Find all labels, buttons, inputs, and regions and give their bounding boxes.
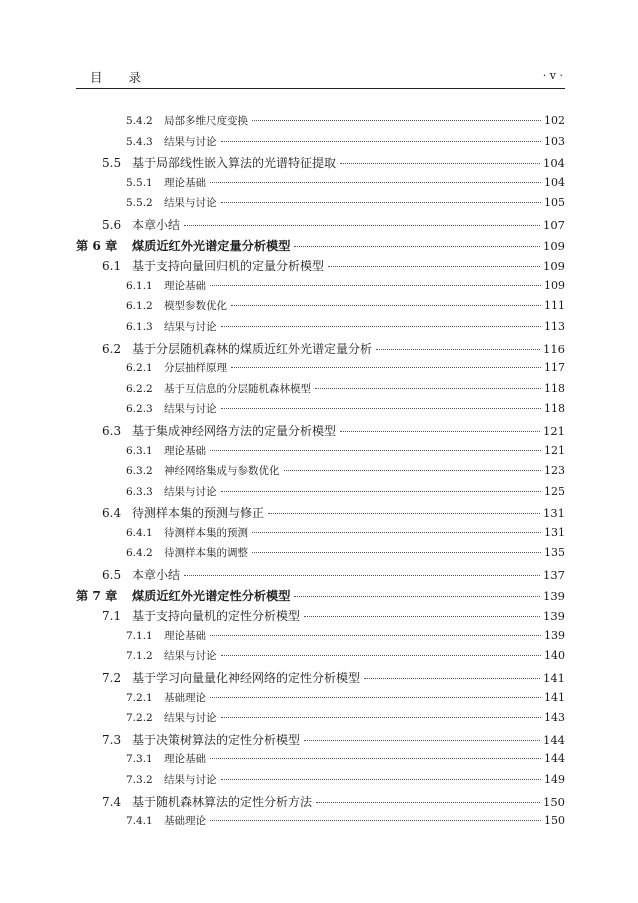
toc-entry-page: 139 — [543, 609, 565, 624]
toc-entry-page: 123 — [544, 464, 565, 478]
toc-section-entry[interactable] — [76, 669, 565, 690]
toc-entry-page: 131 — [544, 525, 565, 539]
toc-subsection-entry[interactable] — [76, 278, 565, 299]
toc-entry-title: 理论基础 — [164, 279, 206, 292]
toc-entry-title: 待测样本集的预测 — [164, 526, 248, 539]
toc-section-entry[interactable] — [76, 731, 565, 752]
toc-entry-number: 7.2.1 — [126, 691, 153, 704]
page-header — [76, 66, 565, 89]
toc-subsection-entry[interactable] — [76, 751, 565, 772]
dot-leader — [184, 575, 540, 576]
toc-entry-number: 6.5 — [102, 568, 122, 583]
toc-entry-number: 6.1.1 — [126, 279, 153, 292]
toc-entry-page: 139 — [543, 588, 565, 603]
toc-entry-title: 待测样本集的预测与修正 — [132, 506, 265, 521]
dot-leader — [340, 431, 540, 432]
toc-entry-title: 理论基础 — [164, 753, 206, 766]
toc-entry-page: 140 — [544, 649, 565, 663]
dot-leader — [376, 349, 540, 350]
toc-section-entry[interactable] — [76, 793, 565, 814]
dot-leader — [210, 697, 541, 698]
toc-entry-title: 煤质近红外光谱定性分析模型 — [132, 588, 291, 603]
toc-section-entry[interactable] — [76, 340, 565, 361]
toc-entry-title: 局部多维尺度变换 — [164, 115, 248, 127]
toc-chapter-entry[interactable] — [76, 587, 565, 608]
toc-entry-page: 135 — [544, 546, 565, 560]
toc-entry-page: 118 — [544, 402, 565, 416]
toc-entry-page: 109 — [543, 238, 565, 253]
toc-entry-page: 144 — [544, 752, 565, 766]
toc-entry-page: 121 — [543, 423, 565, 438]
dot-leader — [316, 802, 540, 803]
toc-entry-number: 7.3.2 — [126, 774, 153, 786]
toc-entry-title: 基于学习向量量化神经网络的定性分析模型 — [132, 671, 361, 686]
dot-leader — [315, 388, 541, 389]
dot-leader — [294, 596, 540, 597]
toc-entry-page: 143 — [544, 711, 565, 725]
toc-entry-page: 107 — [543, 217, 565, 232]
toc-entry-page: 144 — [543, 732, 565, 747]
toc-subsection-entry[interactable] — [76, 545, 565, 566]
toc-entry-number: 5.5 — [102, 156, 122, 171]
toc-subsection-entry[interactable] — [76, 175, 565, 196]
toc-section-entry[interactable] — [76, 504, 565, 525]
dot-leader — [221, 202, 542, 203]
toc-section-entry[interactable] — [76, 257, 565, 278]
toc-subsection-entry[interactable] — [76, 134, 565, 155]
dot-leader — [231, 367, 541, 368]
dot-leader — [221, 779, 542, 780]
toc-section-entry[interactable] — [76, 607, 565, 628]
dot-leader — [210, 450, 541, 451]
toc-entry-page: 105 — [544, 196, 565, 210]
dot-leader — [252, 532, 541, 533]
dot-leader — [252, 120, 541, 121]
toc-entry-title: 理论基础 — [164, 444, 206, 457]
dot-leader — [284, 470, 542, 471]
toc-entry-title: 基于决策树算法的定性分析模型 — [132, 732, 301, 747]
toc-entry-title: 模型参数优化 — [164, 300, 227, 313]
toc-entry-page: 109 — [544, 278, 565, 292]
toc-entry-number: 7.3 — [102, 732, 122, 747]
toc-subsection-entry[interactable] — [76, 772, 565, 793]
toc-entry-title: 分层抽样原理 — [164, 362, 227, 375]
toc-entry-title: 理论基础 — [164, 176, 206, 189]
dot-leader — [221, 141, 542, 142]
toc-entry-page: 131 — [543, 506, 565, 521]
dot-leader — [210, 285, 541, 286]
toc-entry-number: 7.1 — [102, 609, 122, 624]
toc-entry-number: 7.1.2 — [126, 650, 153, 663]
dot-leader — [328, 266, 540, 267]
toc-entry-title: 结果与讨论 — [164, 650, 217, 663]
header-title: 目录 — [90, 70, 168, 85]
toc-subsection-entry[interactable] — [76, 360, 565, 381]
toc-entry-number: 7.4 — [102, 794, 122, 809]
toc-entry-title: 结果与讨论 — [164, 135, 217, 148]
toc-subsection-entry[interactable] — [76, 648, 565, 669]
toc-subsection-entry[interactable] — [76, 381, 565, 402]
toc-entry-number: 6.4 — [102, 506, 122, 521]
toc-subsection-entry[interactable] — [76, 628, 565, 649]
dot-leader — [221, 491, 542, 492]
toc-entry-page: 149 — [544, 773, 565, 786]
toc-entry-title: 结果与讨论 — [164, 197, 217, 210]
toc-entry-page: 150 — [544, 814, 565, 828]
toc-entry-page: 137 — [543, 568, 565, 583]
toc-entry-page: 109 — [543, 259, 565, 274]
toc-subsection-entry[interactable] — [76, 319, 565, 340]
toc-entry-number: 6.1.2 — [126, 300, 153, 313]
toc-entry-page: 104 — [543, 156, 565, 171]
toc-entry-number: 6.2.1 — [126, 362, 153, 375]
toc-entry-number: 7.3.1 — [126, 753, 153, 766]
toc-entry-number: 6.3.2 — [126, 465, 153, 478]
toc-entry-title: 基于局部线性嵌入算法的光谱特征提取 — [132, 156, 337, 171]
toc-entry-number: 5.4.3 — [126, 135, 153, 148]
toc-entry-page: 103 — [544, 134, 565, 148]
toc-subsection-entry[interactable] — [76, 463, 565, 484]
dot-leader — [210, 635, 541, 636]
table-of-contents — [76, 113, 565, 834]
dot-leader — [268, 513, 540, 514]
toc-entry-number: 7.1.1 — [126, 629, 153, 642]
dot-leader — [221, 326, 542, 327]
toc-entry-title: 结果与讨论 — [164, 403, 217, 416]
toc-entry-number: 6.2.2 — [126, 382, 153, 395]
toc-entry-number: 7.2 — [102, 671, 122, 686]
dot-leader — [210, 758, 541, 759]
toc-subsection-entry[interactable] — [76, 525, 565, 546]
toc-entry-number: 6.4.2 — [126, 547, 153, 560]
toc-entry-page: 104 — [544, 175, 565, 189]
toc-entry-number: 5.6 — [102, 217, 122, 232]
dot-leader — [304, 616, 540, 617]
toc-entry-number: 6.1.3 — [126, 320, 153, 333]
toc-entry-page: 141 — [544, 690, 565, 704]
toc-entry-title: 基于随机森林算法的定性分析方法 — [132, 794, 313, 809]
toc-subsection-entry[interactable] — [76, 113, 565, 134]
toc-entry-number: 6.2 — [102, 341, 122, 356]
toc-entry-page: 141 — [543, 671, 565, 686]
toc-entry-title: 基于互信息的分层随机森林模型 — [164, 382, 311, 395]
dot-leader — [221, 408, 542, 409]
dot-leader — [294, 246, 540, 247]
toc-entry-number: 6.3 — [102, 423, 122, 438]
toc-entry-page: 113 — [544, 319, 565, 333]
toc-entry-title: 本章小结 — [132, 568, 181, 583]
dot-leader — [231, 305, 541, 306]
toc-entry-number: 5.5.2 — [126, 197, 153, 210]
toc-entry-title: 结果与讨论 — [164, 320, 217, 333]
dot-leader — [304, 740, 540, 741]
toc-entry-title: 结果与讨论 — [164, 485, 217, 498]
toc-subsection-entry[interactable] — [76, 710, 565, 731]
toc-chapter-entry[interactable] — [76, 237, 565, 258]
toc-subsection-entry[interactable] — [76, 690, 565, 711]
toc-entry-page: 121 — [544, 443, 565, 457]
toc-section-entry[interactable] — [76, 566, 565, 587]
toc-entry-page: 111 — [544, 299, 565, 313]
toc-entry-title: 基础理论 — [164, 815, 206, 828]
toc-subsection-entry[interactable] — [76, 195, 565, 216]
toc-entry-page: 150 — [543, 794, 565, 809]
dot-leader — [252, 552, 541, 553]
dot-leader — [340, 163, 540, 164]
header-page-number: · v · — [542, 69, 563, 82]
toc-entry-title: 神经网络集成与参数优化 — [164, 465, 280, 478]
toc-entry-page: 118 — [544, 381, 565, 395]
toc-entry-number: 5.5.1 — [126, 176, 153, 189]
toc-entry-title: 煤质近红外光谱定量分析模型 — [132, 238, 291, 253]
toc-entry-number: 6.1 — [102, 259, 122, 274]
toc-subsection-entry[interactable] — [76, 484, 565, 505]
toc-section-entry[interactable] — [76, 216, 565, 237]
toc-section-entry[interactable] — [76, 422, 565, 443]
toc-entry-title: 理论基础 — [164, 629, 206, 642]
toc-entry-title: 结果与讨论 — [164, 774, 217, 786]
toc-entry-number: 5.4.2 — [126, 115, 153, 127]
toc-entry-number: 第 7 章 — [76, 588, 118, 603]
dot-leader — [210, 182, 541, 183]
toc-entry-title: 待测样本集的调整 — [164, 547, 248, 560]
toc-entry-title: 基于分层随机森林的煤质近红外光谱定量分析 — [132, 341, 373, 356]
toc-subsection-entry[interactable] — [76, 401, 565, 422]
toc-entry-page: 116 — [543, 341, 565, 356]
toc-entry-title: 基于支持向量机的定性分析模型 — [132, 609, 301, 624]
toc-section-entry[interactable] — [76, 154, 565, 175]
toc-entry-page: 102 — [544, 114, 565, 127]
toc-entry-number: 6.3.1 — [126, 444, 153, 457]
toc-entry-number: 6.4.1 — [126, 526, 153, 539]
dot-leader — [364, 678, 540, 679]
toc-entry-number: 6.3.3 — [126, 485, 153, 498]
toc-entry-number: 6.2.3 — [126, 403, 153, 416]
toc-entry-title: 基于集成神经网络方法的定量分析模型 — [132, 423, 337, 438]
toc-entry-title: 基于支持向量回归机的定量分析模型 — [132, 259, 325, 274]
toc-entry-title: 本章小结 — [132, 217, 181, 232]
dot-leader — [184, 225, 540, 226]
toc-entry-page: 139 — [544, 628, 565, 642]
toc-entry-page: 125 — [544, 484, 565, 498]
toc-subsection-entry[interactable] — [76, 813, 565, 834]
toc-entry-page: 117 — [544, 361, 565, 375]
toc-entry-title: 结果与讨论 — [164, 712, 217, 725]
toc-entry-title: 基础理论 — [164, 691, 206, 704]
dot-leader — [221, 717, 542, 718]
toc-subsection-entry[interactable] — [76, 298, 565, 319]
dot-leader — [221, 655, 542, 656]
dot-leader — [210, 820, 541, 821]
toc-subsection-entry[interactable] — [76, 443, 565, 464]
toc-entry-number: 7.2.2 — [126, 712, 153, 725]
toc-entry-number: 7.4.1 — [126, 815, 153, 828]
toc-entry-number: 第 6 章 — [76, 238, 118, 253]
